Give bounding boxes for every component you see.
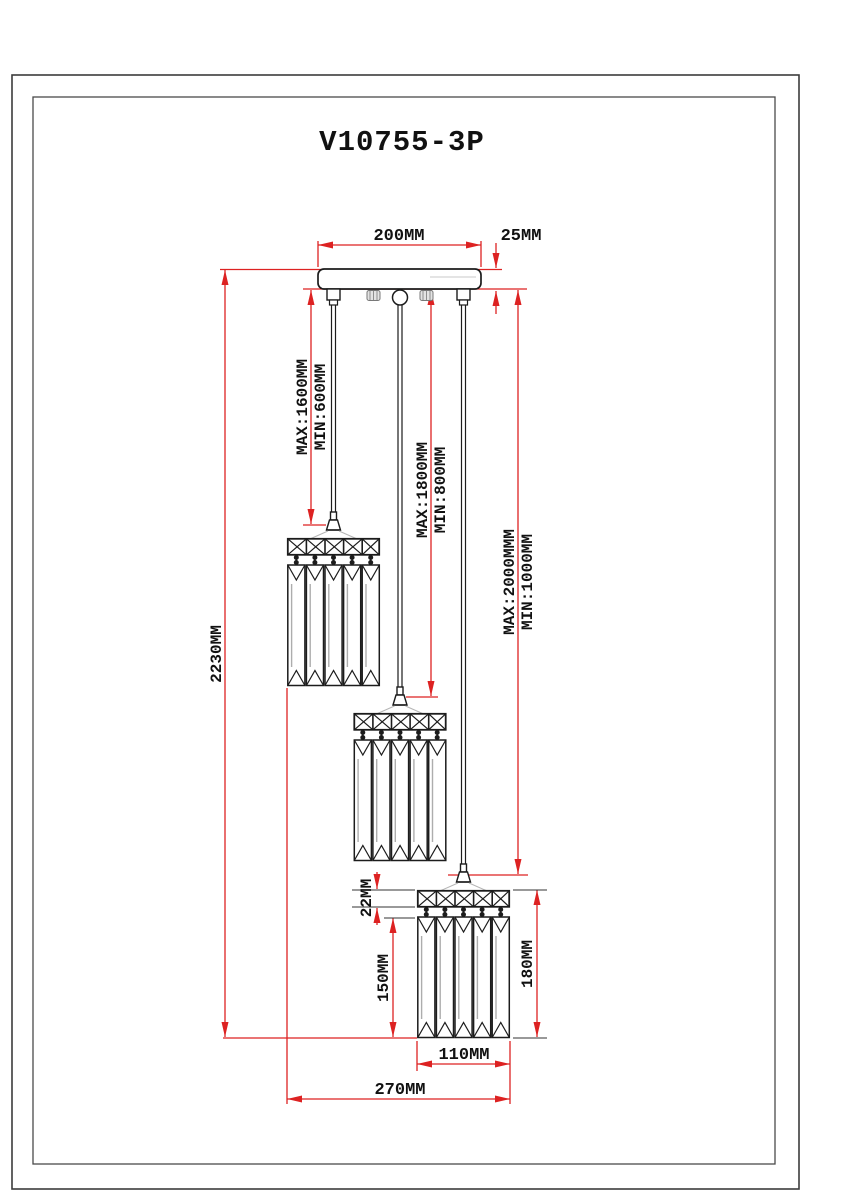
- body-height-label: 150MM: [375, 953, 393, 1003]
- ceiling-canopy: [318, 269, 481, 289]
- band-height-label: 22MM: [358, 878, 376, 918]
- canopy-width-label: 200MM: [373, 227, 425, 246]
- inner-border: [33, 97, 775, 1164]
- fixture-span-label: 270MM: [374, 1081, 426, 1100]
- product-code-title: V10755-3P: [319, 126, 485, 159]
- pendant-long-max-label: MAX:2000MMM: [501, 529, 519, 635]
- total-drop-label: 2230MM: [208, 625, 226, 683]
- pendant-short-min-label: MIN:600MM: [312, 363, 330, 451]
- pendant-short-max-label: MAX:1600MM: [294, 358, 312, 456]
- canopy-height-label: 25MM: [500, 227, 542, 246]
- cable-gland: [367, 291, 380, 301]
- pendant-middle-max-label: MAX:1800MM: [414, 441, 432, 539]
- pendant-middle-min-label: MIN:800MM: [432, 446, 450, 534]
- shade-height-label: 180MM: [519, 939, 537, 989]
- canopy-hardware: [327, 289, 470, 305]
- ball-connector: [393, 290, 408, 305]
- pendant-long-min-label: MIN:1000MM: [519, 533, 537, 631]
- shade-width-label: 110MM: [438, 1046, 490, 1065]
- cable-gland: [420, 291, 433, 301]
